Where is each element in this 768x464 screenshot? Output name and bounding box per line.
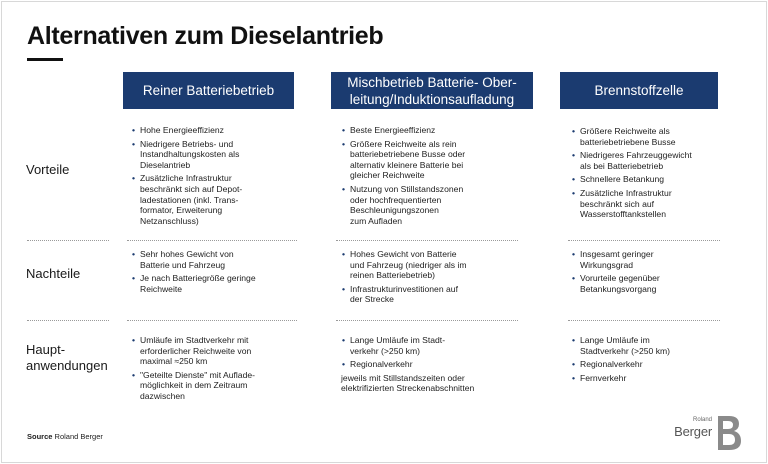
bullet-icon: • xyxy=(572,372,576,383)
bullet-item: • Größere Reichweite als batteriebetriebene Busse xyxy=(572,126,676,147)
bullet-icon: • xyxy=(132,173,136,184)
bullet-item: • Infrastrukturinvestitionen auf der Strecke xyxy=(342,283,458,305)
bullet-item: • Beste Energieeffizienz xyxy=(342,125,436,135)
bullet-item: • Hohe Energieeffizienz xyxy=(132,125,224,135)
bullet-icon: • xyxy=(572,174,576,185)
bullet-item: • Niedrigeres Fahrzeuggewicht als bei Batteriebetrieb xyxy=(572,150,692,171)
cell-vorteile-fuel-cell xyxy=(571,126,741,223)
bullet-icon: • xyxy=(132,138,136,149)
bullet-item: • Hohes Gewicht von Batterie und Fahrzeug (niedriger als im reinen Batteriebetrieb) xyxy=(342,249,467,281)
cell-vorteile-hybrid xyxy=(341,125,531,229)
row-separator xyxy=(127,320,297,321)
bullet-item: • Zusätzliche Infrastruktur beschränkt sich auf Wasserstofftankstellen xyxy=(572,187,672,220)
bullet-icon: • xyxy=(132,335,136,345)
row-label-nachteile: Nachteile xyxy=(26,266,81,281)
source-label: Source xyxy=(27,432,53,441)
bullet-icon: • xyxy=(132,125,136,135)
cell-nachteile-battery xyxy=(131,249,301,297)
column-header-fuel-cell xyxy=(560,72,718,109)
cell-anwendungen-hybrid xyxy=(341,335,531,394)
bullet-icon: • xyxy=(572,359,576,370)
bullet-item: • Größere Reichweite als rein batteriebetriebene Busse oder alternativ kleinere Batterie bei gleicher Reichweite xyxy=(342,138,466,181)
bullet-icon: • xyxy=(572,335,576,345)
bullet-icon: • xyxy=(132,273,136,284)
bullet-item: • "Geteilte Dienste" mit Auflade- möglichkeit in dem Zeitraum dazwischen xyxy=(132,369,256,401)
column-header-hybrid-label: Mischbetrieb Batterie- Ober- leitung/Induktionsaufladung xyxy=(347,74,517,107)
row-separator xyxy=(27,240,109,241)
bullet-icon: • xyxy=(342,249,346,259)
source-text: Roland Berger xyxy=(54,432,103,441)
source-note xyxy=(27,432,103,441)
bullet-icon: • xyxy=(572,249,576,259)
bullet-item: • Lange Umläufe im Stadtverkehr (>250 km) xyxy=(572,335,671,356)
bullet-item: • Je nach Batteriegröße geringe Reichweite xyxy=(132,273,256,294)
bullet-icon: • xyxy=(572,187,576,198)
row-separator xyxy=(336,320,518,321)
logo-text-berger: Berger xyxy=(674,424,712,439)
column-header-fuel-cell-label: Brennstoffzelle xyxy=(594,83,684,98)
bullet-item: • Vorurteile gegenüber Betankungsvorgang xyxy=(572,273,660,294)
logo-text-roland: Roland xyxy=(692,417,712,423)
bullet-item: • Lange Umläufe im Stadt- verkehr (>250 km) xyxy=(342,335,446,356)
row-separator xyxy=(568,320,720,321)
cell-anwendungen-fuel-cell xyxy=(571,335,741,386)
cell-note: jeweils mit Stillstandszeiten oder elektrifizierten Streckenabschnitten xyxy=(341,372,475,394)
bullet-icon: • xyxy=(342,283,346,294)
bullet-icon: • xyxy=(342,183,346,194)
bullet-item: • Nutzung von Stillstandszonen oder hochfrequentierten Beschleunigungszonen zum Aufladen xyxy=(342,183,464,226)
row-separator xyxy=(336,240,518,241)
slide-title: Alternativen zum Dieselantrieb xyxy=(27,22,384,50)
row-separator xyxy=(568,240,720,241)
bullet-icon: • xyxy=(132,249,136,259)
column-header-hybrid xyxy=(331,72,533,109)
row-separator xyxy=(127,240,297,241)
roland-berger-logo xyxy=(671,415,743,451)
bullet-item: • Umläufe im Stadtverkehr mit erforderlicher Reichweite von maximal ≈250 km xyxy=(132,335,252,367)
bullet-item: • Niedrigere Betriebs- und Instandhaltungskosten als Dieselantrieb xyxy=(132,138,240,170)
cell-nachteile-hybrid xyxy=(341,249,531,308)
bullet-icon: • xyxy=(342,125,346,135)
bullet-icon: • xyxy=(342,138,346,149)
column-header-battery-label: Reiner Batteriebetrieb xyxy=(142,83,275,98)
bullet-item: • Regionalverkehr xyxy=(572,359,643,370)
bullet-item: • Regionalverkehr xyxy=(342,359,413,370)
title-underline xyxy=(27,58,63,61)
bullet-icon: • xyxy=(572,150,576,161)
column-header-battery xyxy=(123,72,294,109)
bullet-item: • Fernverkehr xyxy=(572,372,627,383)
bullet-item: • Sehr hohes Gewicht von Batterie und Fahrzeug xyxy=(132,249,234,270)
bullet-item: • Zusätzliche Infrastruktur beschränkt sich auf Depot- ladestationen (inkl. Trans- formator, Erweiterung Netzanschluss) xyxy=(132,173,243,226)
cell-vorteile-battery xyxy=(131,125,301,229)
bullet-item: • Schnellere Betankung xyxy=(572,174,665,185)
bullet-icon: • xyxy=(572,126,576,136)
logo-b-mark-icon xyxy=(715,415,743,451)
bullet-icon: • xyxy=(342,359,346,370)
cell-anwendungen-battery xyxy=(131,335,301,405)
row-label-vorteile: Vorteile xyxy=(26,162,70,177)
row-separator xyxy=(27,320,109,321)
row-label-hauptanwendungen: Haupt- anwendungen xyxy=(26,342,108,373)
bullet-icon: • xyxy=(572,273,576,284)
bullet-item: • Insgesamt geringer Wirkungsgrad xyxy=(572,249,654,270)
bullet-icon: • xyxy=(342,335,346,345)
cell-nachteile-fuel-cell xyxy=(571,249,741,297)
bullet-icon: • xyxy=(132,369,136,380)
